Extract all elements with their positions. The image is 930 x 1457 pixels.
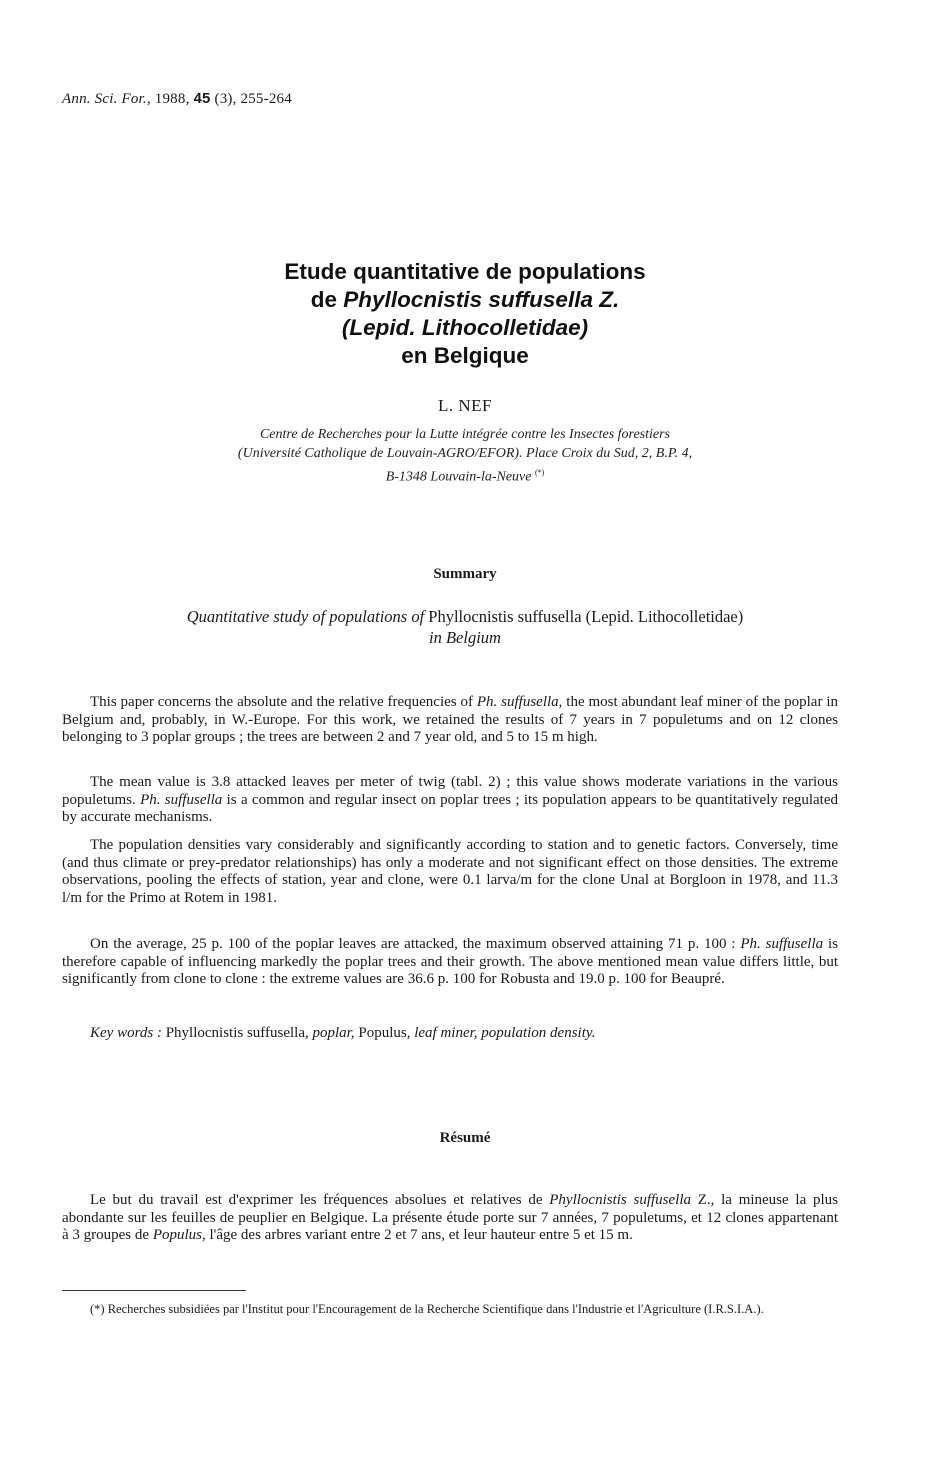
author-affiliation	[0, 425, 930, 487]
paper-title	[0, 258, 930, 370]
key-word-4: leaf miner, population density.	[414, 1025, 596, 1041]
summary-p4-text-b: is therefore capable of influencing markedly the poplar trees and their growth. The above mentioned mean value differs little, but significantly from clone to clone : the extreme values are 36.6 p. 100 for Robusta and 19.0 p. 100 for Beaupré.	[62, 936, 838, 987]
footnote: (*) Recherches subsidiées par l'Institut pour l'Encouragement de la Recherche Scientifique dans l'Industrie et l'Agriculture (I.R.S.I.A.).	[90, 1302, 764, 1316]
summary-paragraph-3: The population densities vary considerably and significantly according to station and to genetic factors. Conversely, time (and thus climate or prey-predator relationships) has only a moderate and not significant effect on those densities. The extreme observations, pooling the effects of station, year and clone, were 0.1 larva/m for the clone Unal at Borgloon in 1978, and 11.3 l/m for the Primo at Rotem in 1981.	[62, 837, 838, 906]
title-line-2	[0, 286, 930, 314]
footnote-divider	[62, 1290, 246, 1291]
journal-issue-pages: (3), 255-264	[214, 91, 292, 107]
resume-p1-species: Phyllocnistis suffusella	[549, 1192, 691, 1208]
resume-heading: Résumé	[439, 1130, 491, 1146]
resume-paragraph-1	[62, 1192, 838, 1245]
journal-year: 1988,	[154, 91, 190, 107]
summary-p1-text-b: , the most abundant leaf miner of the poplar in Belgium and, probably, in W.-Europe. For this work, we retained the results of 7 years in 7 populetums and on 12 clones belonging to 3 poplar groups ; the trees are between 2 and 7 year old, and 5 to 15 m high.	[62, 694, 839, 745]
key-words-label: Key words :	[90, 1025, 162, 1041]
summary-paragraph-1	[62, 694, 838, 747]
summary-paragraph-2	[62, 774, 838, 827]
summary-p4-species: Ph. suffusella	[740, 936, 824, 952]
affiliation-city: B-1348 Louvain-la-Neuve	[385, 469, 532, 485]
summary-p2-species: Ph. suffusella	[140, 791, 223, 808]
summary-p4-text-a: On the average, 25 p. 100 of the poplar leaves are attacked, the maximum observed attaining 71 p. 100 :	[90, 936, 741, 952]
key-word-2: poplar,	[312, 1025, 355, 1041]
affiliation-line-2: (Université Catholique de Louvain-AGRO/EFOR). Place Croix du Sud, 2, B.P. 4,	[237, 446, 693, 461]
title-line-4: en Belgique	[401, 343, 529, 368]
affiliation-line-3	[0, 463, 930, 487]
resume-p1-text-b: Z., la mineuse la plus abondante sur les feuilles de peuplier en Belgique. La présente étude porte sur 7 années, 7 populetums, et 12 clones appartenant à 3 groupes de	[62, 1192, 838, 1243]
title-line-2-prefix: de	[310, 287, 344, 312]
summary-heading: Summary	[433, 566, 497, 582]
resume-p1-genus: Populus	[152, 1227, 202, 1243]
title-line-1: Etude quantitative de populations	[284, 259, 646, 284]
resume-p1-text-c: , l'âge des arbres variant entre 2 et 7 ans, et leur hauteur entre 5 et 15 m.	[201, 1227, 633, 1243]
summary-p2-text-a: The mean value is 3.8 attacked leaves per meter of twig (tabl. 2) ; this value shows moderate variations in the various populetums.	[62, 774, 838, 808]
summary-subtitle	[0, 606, 930, 648]
footnote-marker: (*)	[534, 468, 545, 477]
key-word-3: Populus,	[354, 1025, 415, 1041]
author-name: L. NEF	[438, 396, 492, 415]
summary-subtitle-line-2: in Belgium	[429, 628, 501, 647]
journal-volume: 45	[193, 90, 211, 107]
resume-p1-text-a: Le but du travail est d'exprimer les fréquences absolues et relatives de	[90, 1192, 550, 1208]
key-word-1: Phyllocnistis suffusella,	[161, 1025, 313, 1041]
journal-name: Ann. Sci. For.,	[62, 91, 151, 107]
affiliation-line-1: Centre de Recherches pour la Lutte intégrée contre les Insectes forestiers	[259, 427, 671, 442]
title-species: Phyllocnistis suffusella Z.	[343, 287, 620, 312]
summary-p1-text-a: This paper concerns the absolute and the relative frequencies of	[90, 694, 477, 710]
key-words	[62, 1025, 838, 1043]
summary-subtitle-line-1	[0, 606, 930, 627]
summary-paragraph-4	[62, 936, 838, 989]
summary-subtitle-species: Phyllocnistis suffusella (Lepid. Lithocolletidae)	[424, 607, 744, 626]
title-line-3: (Lepid. Lithocolletidae)	[341, 315, 589, 340]
summary-p1-species: Ph. suffusella	[476, 694, 559, 710]
summary-subtitle-italic: Quantitative study of populations of	[186, 607, 425, 626]
summary-p2-text-b: is a common and regular insect on poplar trees ; its population appears to be quantitatively regulated by accurate mechanisms.	[62, 791, 839, 825]
journal-citation	[62, 90, 292, 108]
